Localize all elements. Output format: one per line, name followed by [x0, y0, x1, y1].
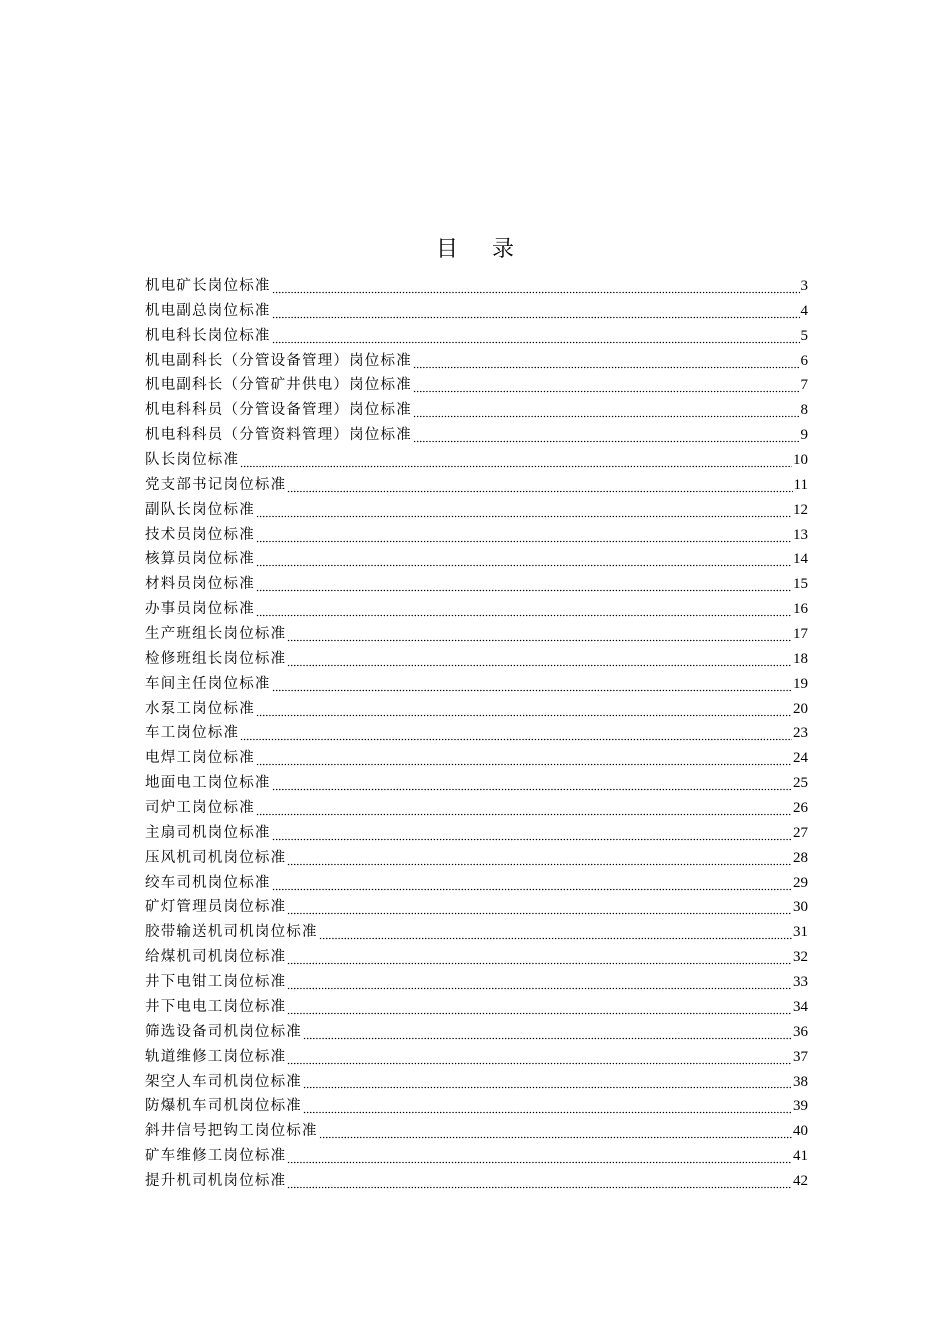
toc-dot-leader: [272, 689, 792, 692]
toc-entry-page-number: 28: [793, 849, 808, 866]
toc-entry[interactable]: [145, 746, 808, 771]
toc-entry-label: 矿灯管理员岗位标准: [145, 899, 287, 916]
toc-entry[interactable]: [145, 423, 808, 448]
toc-entry-label: 筛选设备司机岗位标准: [145, 1023, 302, 1040]
toc-entry-page-number: 12: [793, 501, 808, 518]
toc-entry-label: 地面电工岗位标准: [145, 775, 271, 792]
toc-dot-leader: [256, 540, 792, 543]
toc-dot-leader: [272, 888, 792, 891]
toc-entry[interactable]: [145, 672, 808, 697]
toc-entry-page-number: 30: [793, 899, 808, 916]
toc-dot-leader: [287, 912, 792, 915]
toc-entry-page-number: 9: [800, 427, 808, 444]
toc-entry-label: 机电科科员（分管设备管理）岗位标准: [145, 402, 412, 419]
toc-entry-label: 胶带输送机司机岗位标准: [145, 924, 318, 941]
toc-entry-label: 机电副科长（分管设备管理）岗位标准: [145, 352, 412, 369]
toc-entry-page-number: 41: [793, 1148, 808, 1165]
toc-entry[interactable]: [145, 945, 808, 970]
toc-entry[interactable]: [145, 1094, 808, 1119]
toc-dot-leader: [287, 1062, 792, 1065]
toc-entry[interactable]: [145, 721, 808, 746]
toc-entry-label: 井下电钳工岗位标准: [145, 974, 287, 991]
toc-entry-label: 架空人车司机岗位标准: [145, 1073, 302, 1090]
toc-entry-page-number: 32: [793, 949, 808, 966]
toc-dot-leader: [272, 341, 800, 344]
toc-entry[interactable]: [145, 920, 808, 945]
toc-entry-page-number: 38: [793, 1073, 808, 1090]
toc-dot-leader: [413, 366, 800, 369]
toc-entry[interactable]: [145, 1020, 808, 1045]
toc-entry-page-number: 36: [793, 1023, 808, 1040]
toc-dot-leader: [319, 1136, 792, 1139]
toc-dot-leader: [287, 664, 792, 667]
toc-entry[interactable]: [145, 523, 808, 548]
toc-entry-label: 压风机司机岗位标准: [145, 849, 287, 866]
toc-dot-leader: [287, 863, 792, 866]
toc-dot-leader: [256, 614, 792, 617]
toc-dot-leader: [303, 1086, 792, 1089]
toc-entry[interactable]: [145, 597, 808, 622]
toc-dot-leader: [413, 440, 800, 443]
toc-entry[interactable]: [145, 398, 808, 423]
toc-entry-label: 材料员岗位标准: [145, 576, 255, 593]
toc-list: [145, 274, 808, 1194]
toc-title: 目录: [435, 237, 548, 262]
toc-entry[interactable]: [145, 498, 808, 523]
toc-entry-page-number: 29: [793, 874, 808, 891]
toc-entry-label: 办事员岗位标准: [145, 601, 255, 618]
toc-entry-label: 机电矿长岗位标准: [145, 278, 271, 294]
toc-entry-page-number: 40: [793, 1123, 808, 1140]
toc-entry-label: 水泵工岗位标准: [145, 700, 255, 717]
toc-entry-label: 电焊工岗位标准: [145, 750, 255, 767]
toc-entry-label: 司炉工岗位标准: [145, 800, 255, 817]
toc-entry[interactable]: [145, 821, 808, 846]
toc-dot-leader: [272, 316, 800, 319]
toc-entry-page-number: 33: [793, 974, 808, 991]
toc-dot-leader: [256, 763, 792, 766]
toc-entry-page-number: 7: [800, 377, 808, 394]
toc-entry-page-number: 24: [793, 750, 808, 767]
toc-entry[interactable]: [145, 324, 808, 349]
toc-dot-leader: [287, 1161, 792, 1164]
toc-entry-page-number: 27: [793, 824, 808, 841]
toc-entry-label: 井下电电工岗位标准: [145, 998, 287, 1015]
toc-dot-leader: [287, 962, 792, 965]
toc-dot-leader: [256, 564, 792, 567]
toc-dot-leader: [256, 813, 792, 816]
toc-entry[interactable]: [145, 771, 808, 796]
toc-dot-leader: [287, 987, 792, 990]
toc-entry-label: 主扇司机岗位标准: [145, 824, 271, 841]
toc-entry[interactable]: [145, 995, 808, 1020]
toc-entry-label: 绞车司机岗位标准: [145, 874, 271, 891]
toc-entry-page-number: 4: [800, 302, 808, 319]
toc-entry-page-number: 11: [793, 476, 808, 493]
toc-entry-label: 提升机司机岗位标准: [145, 1172, 287, 1189]
toc-entry-page-number: 31: [793, 924, 808, 941]
toc-dot-leader: [256, 589, 792, 592]
toc-entry-label: 队长岗位标准: [145, 452, 240, 469]
toc-entry-page-number: 37: [793, 1048, 808, 1065]
toc-entry-label: 机电科科员（分管资料管理）岗位标准: [145, 427, 412, 444]
toc-entry[interactable]: [145, 1119, 808, 1144]
toc-entry-page-number: 8: [800, 402, 808, 419]
toc-entry[interactable]: [145, 622, 808, 647]
toc-entry-page-number: 19: [793, 675, 808, 692]
toc-dot-leader: [413, 390, 800, 393]
toc-dot-leader: [287, 1012, 792, 1015]
toc-entry-label: 车间主任岗位标准: [145, 675, 271, 692]
toc-dot-leader: [287, 1186, 792, 1189]
toc-dot-leader: [303, 1037, 792, 1040]
toc-entry[interactable]: [145, 274, 808, 299]
toc-entry-label: 防爆机车司机岗位标准: [145, 1098, 302, 1115]
toc-entry[interactable]: [145, 1169, 808, 1194]
toc-entry-label: 技术员岗位标准: [145, 526, 255, 543]
toc-dot-leader: [240, 738, 792, 741]
toc-entry[interactable]: [145, 871, 808, 896]
toc-entry-page-number: 3: [800, 278, 808, 294]
toc-entry[interactable]: [145, 349, 808, 374]
toc-entry-label: 核算员岗位标准: [145, 551, 255, 568]
toc-dot-leader: [256, 515, 792, 518]
toc-entry-label: 斜井信号把钩工岗位标准: [145, 1123, 318, 1140]
toc-entry-page-number: 10: [793, 452, 808, 469]
toc-entry-page-number: 23: [793, 725, 808, 742]
toc-entry[interactable]: [145, 796, 808, 821]
toc-entry-page-number: 18: [793, 650, 808, 667]
toc-dot-leader: [303, 1111, 792, 1114]
toc-entry-page-number: 16: [793, 601, 808, 618]
toc-entry-label: 生产班组长岗位标准: [145, 626, 287, 643]
toc-dot-leader: [287, 490, 792, 493]
toc-entry-page-number: 14: [793, 551, 808, 568]
toc-entry[interactable]: [145, 299, 808, 324]
toc-entry-label: 给煤机司机岗位标准: [145, 949, 287, 966]
toc-entry[interactable]: [145, 448, 808, 473]
toc-entry[interactable]: [145, 572, 808, 597]
toc-entry[interactable]: [145, 895, 808, 920]
toc-entry-page-number: 26: [793, 800, 808, 817]
toc-entry-label: 副队长岗位标准: [145, 501, 255, 518]
toc-entry-page-number: 6: [800, 352, 808, 369]
toc-entry-page-number: 17: [793, 626, 808, 643]
toc-entry-page-number: 39: [793, 1098, 808, 1115]
toc-entry[interactable]: [145, 1070, 808, 1095]
toc-entry[interactable]: [145, 697, 808, 722]
toc-entry[interactable]: [145, 473, 808, 498]
toc-entry-page-number: 34: [793, 998, 808, 1015]
toc-entry-page-number: 13: [793, 526, 808, 543]
toc-entry-page-number: 42: [793, 1172, 808, 1189]
toc-entry[interactable]: [145, 373, 808, 398]
toc-dot-leader: [256, 714, 792, 717]
toc-entry-label: 机电副科长（分管矿井供电）岗位标准: [145, 377, 412, 394]
toc-entry-label: 机电副总岗位标准: [145, 302, 271, 319]
toc-entry-label: 机电科长岗位标准: [145, 327, 271, 344]
toc-entry-label: 轨道维修工岗位标准: [145, 1048, 287, 1065]
toc-entry[interactable]: [145, 970, 808, 995]
toc-dot-leader: [287, 639, 792, 642]
toc-entry[interactable]: [145, 1144, 808, 1169]
toc-entry-page-number: 25: [793, 775, 808, 792]
toc-dot-leader: [319, 937, 792, 940]
toc-entry-label: 车工岗位标准: [145, 725, 240, 742]
toc-entry-label: 党支部书记岗位标准: [145, 476, 287, 493]
toc-entry[interactable]: [145, 647, 808, 672]
toc-dot-leader: [272, 291, 800, 294]
toc-entry[interactable]: [145, 846, 808, 871]
toc-entry-page-number: 15: [793, 576, 808, 593]
toc-dot-leader: [272, 788, 792, 791]
toc-entry-label: 矿车维修工岗位标准: [145, 1148, 287, 1165]
toc-entry-label: 检修班组长岗位标准: [145, 650, 287, 667]
toc-entry[interactable]: [145, 547, 808, 572]
toc-dot-leader: [240, 465, 792, 468]
toc-dot-leader: [413, 415, 800, 418]
toc-entry-page-number: 5: [800, 327, 808, 344]
toc-dot-leader: [272, 838, 792, 841]
toc-entry[interactable]: [145, 1045, 808, 1070]
toc-entry-page-number: 20: [793, 700, 808, 717]
